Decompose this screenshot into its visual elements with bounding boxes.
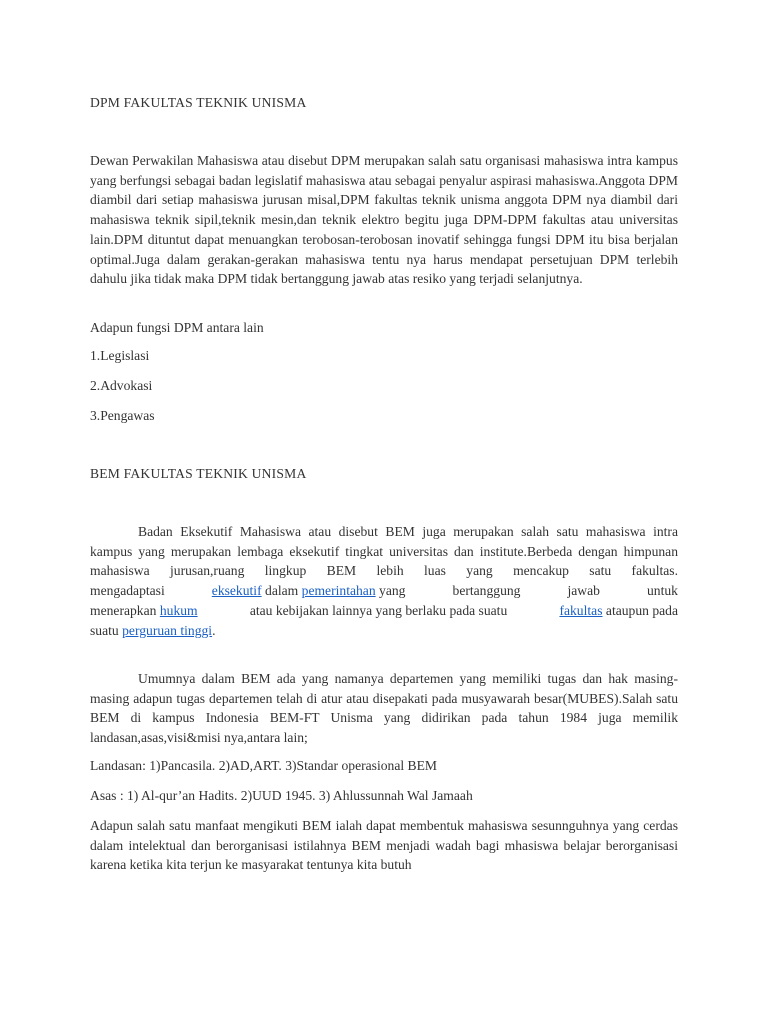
word: yang bbox=[379, 583, 406, 599]
bem-p1-line bbox=[90, 621, 678, 641]
link-perguruan-tinggi[interactable]: perguruan tinggi bbox=[122, 622, 213, 638]
bem-landasan: Landasan: 1)Pancasila. 2)AD,ART. 3)Standar operasional BEM bbox=[90, 758, 437, 773]
bem-paragraph-2: Umumnya dalam BEM ada yang namanya departemen yang memiliki tugas dan hak masing-masing adapun tugas departemen telah di atur atau disepakati pada musyawarah besar(MUBES).Salah satu BEM di kampus Indonesia BEM-FT Unisma yang didirikan pada tahun 1984 juga memilik landasan,asas,visi&misi nya,antara lain; bbox=[90, 671, 678, 746]
word: jawab bbox=[567, 583, 600, 599]
word: ataupun pada bbox=[605, 602, 678, 618]
link-fakultas[interactable]: fakultas bbox=[559, 602, 603, 618]
word: bertanggung bbox=[452, 583, 521, 599]
dpm-paragraph: Dewan Perwakilan Mahasiswa atau disebut DPM merupakan salah satu organisasi mahasiswa intra kampus yang berfungsi sebagai badan legislatif mahasiswa atau sebagai penyalur aspirasi mahasiswa.Anggota DPM diambil dari setiap mahasiswa jurusan misal,DPM fakultas teknik unisma anggota DPM nya diambil dari mahasiswa teknik sipil,teknik mesin,dan teknik elektro begitu juga DPM-DPM fakultas atau universitas lain.DPM dituntut dapat menuangkan terobosan-terobosan inovatif sehingga fungsi DPM itu bisa berjalan optimal.Juga dalam gerakan-gerakan mahasiswa tentu nya harus mendapat persetujuan DPM terlebih dahulu jika tidak maka DPM tidak bertanggung jawab atas resiko yang terjadi selanjutnya. bbox=[90, 153, 678, 287]
word: mengadaptasi bbox=[90, 583, 165, 599]
dpm-function-item: 2.Advokasi bbox=[90, 378, 153, 393]
link-pemerintahan[interactable]: pemerintahan bbox=[301, 583, 376, 599]
word: dalam bbox=[265, 583, 299, 599]
word: atau kebijakan lainnya yang berlaku pada suatu bbox=[249, 602, 508, 618]
dpm-heading: DPM FAKULTAS TEKNIK UNISMA bbox=[90, 95, 307, 110]
word: untuk bbox=[647, 583, 678, 599]
bem-heading: BEM FAKULTAS TEKNIK UNISMA bbox=[90, 466, 307, 481]
word bbox=[559, 601, 678, 621]
word bbox=[212, 581, 406, 601]
word: . bbox=[212, 622, 216, 638]
bem-asas: Asas : 1) Al-qur’an Hadits. 2)UUD 1945. 3) Ahlussunnah Wal Jamaah bbox=[90, 788, 473, 803]
dpm-function-item: 3.Pengawas bbox=[90, 408, 155, 423]
bem-p1-line bbox=[90, 601, 678, 621]
dpm-function-item: 1.Legislasi bbox=[90, 348, 150, 363]
bem-p1-text: Badan Eksekutif Mahasiswa atau disebut BEM juga merupakan salah satu mahasiswa intra kampus yang merupakan lembaga eksekutif tingkat universitas dan institute.Berbeda dengan himpunan mahasiswa jurusan,ruang lingkup BEM lebih luas yang mencakup satu fakultas. bbox=[90, 524, 678, 579]
bem-p1-line bbox=[90, 581, 678, 601]
word: menerapkan bbox=[90, 602, 157, 618]
link-hukum[interactable]: hukum bbox=[159, 602, 198, 618]
bem-paragraph-1 bbox=[90, 522, 678, 640]
link-eksekutif[interactable]: eksekutif bbox=[211, 583, 262, 599]
bem-paragraph-3: Adapun salah satu manfaat mengikuti BEM ialah dapat membentuk mahasiswa sesunnguhnya yang cerdas dalam intelektual dan berorganisasi istilahnya BEM menjadi wadah bagi mhasiswa belajar berorganisasi karena ketika kita terjun ke masyarakat tentunya kita butuh bbox=[90, 818, 678, 873]
word: suatu bbox=[90, 622, 119, 638]
word bbox=[90, 601, 198, 621]
dpm-functions-intro: Adapun fungsi DPM antara lain bbox=[90, 320, 264, 335]
